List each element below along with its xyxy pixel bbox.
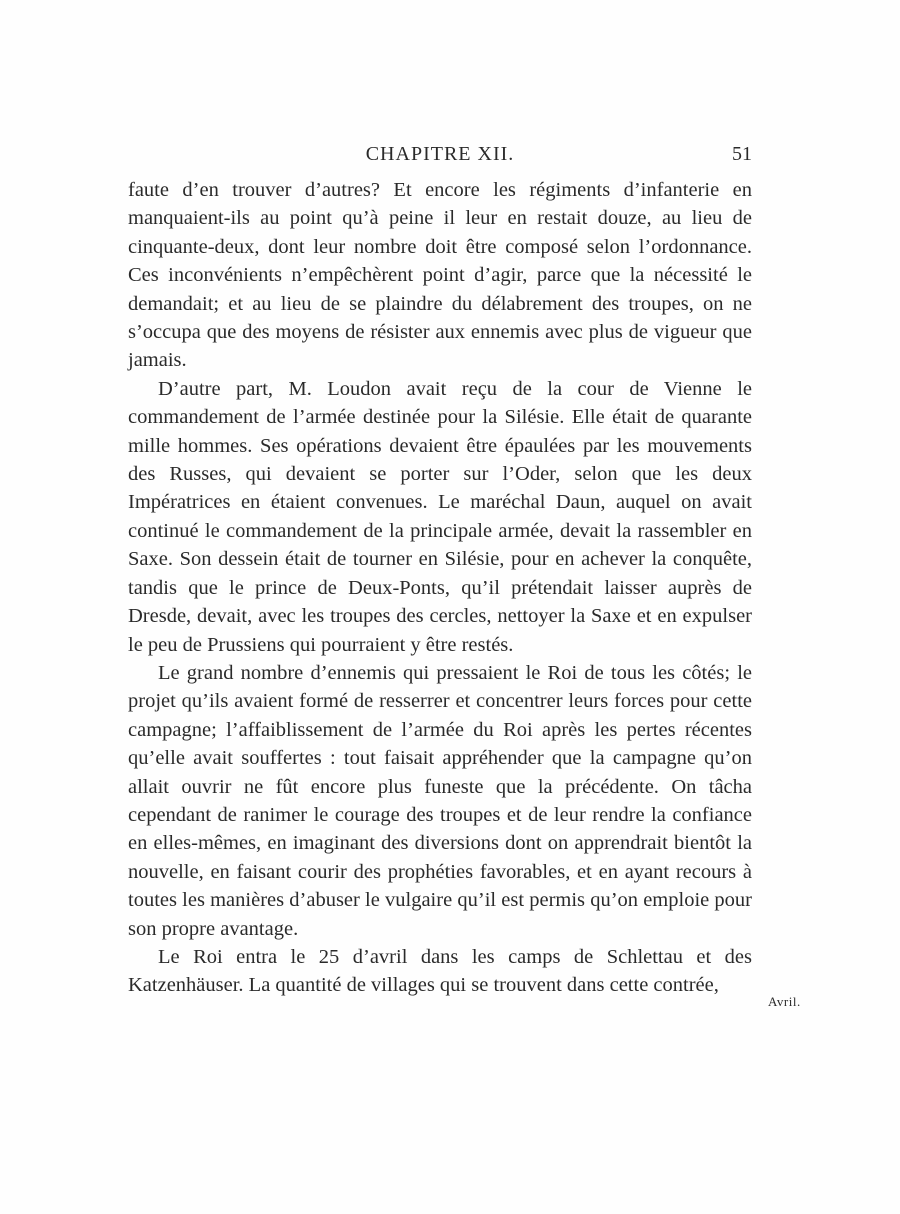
paragraph-continued: faute d’en trouver d’autres? Et encore les régiments d’infanterie en manquaient-ils au point qu’à peine il leur en restait douze, au lieu de cinquante-deux, dont leur nombre doit être composé selon l’ordonnance. Ces inconvénients n’empêchèrent point d’agir, parce que la nécessité le demandait; et au lieu de se plaindre du délabrement des troupes, on ne s’occupa que des moyens de résister aux ennemis avec plus de vigueur que jamais. [128,179,752,372]
page-number: 51 [732,143,752,165]
paragraph-loudon: D’autre part, M. Loudon avait reçu de la cour de Vienne le commandement de l’armée destinée pour la Silésie. Elle était de quarante mille hommes. Ses opérations devaient être épaulées par les mouvements des Russes, qui devaient se porter sur l’Oder, selon que les deux Impératrices en étaient convenues. Le maréchal Daun, auquel on avait continué le commandement de la principale armée, devait la rassembler en Saxe. Son dessein était de tourner en Silésie, pour en achever la conquête, tandis que le prince de Deux-Ponts, qu’il prétendait laisser auprès de Dresde, devait, avec les troupes des cercles, nettoyer la Saxe et en expulser le peu de Prussiens qui pourraient y être restés. [128,377,752,656]
chapter-title: CHAPITRE XII. [365,143,515,165]
paragraph-king-camps: Le Roi entra le 25 d’avril dans les camps de Schlettau et des Katzenhäuser. La quantité de villages qui se trouvent dans cette contrée, [128,945,752,997]
running-head [128,141,752,167]
margin-note: Avril. [768,994,801,1009]
paragraph-enemies: Le grand nombre d’ennemis qui pressaient le Roi de tous les côtés; le projet qu’ils avaient formé de resserrer et concentrer leurs forces pour cette campagne; l’affaiblissement de l’armée du Roi après les pertes récentes qu’elle avait souffertes : tout faisait appréhender que la campagne qu’on allait ouvrir ne fût encore plus funeste que la précédente. On tâcha cependant de ranimer le courage des troupes et de leur rendre la confiance en elles-mêmes, en imaginant des diversions dont on apprendrait bientôt la nouvelle, en faisant courir des prophéties favorables, et en ayant recours à toutes les manières d’abuser le vulgaire qu’il est permis qu’on emploie pour son propre avantage. [128,661,752,940]
body-text [128,176,752,1000]
